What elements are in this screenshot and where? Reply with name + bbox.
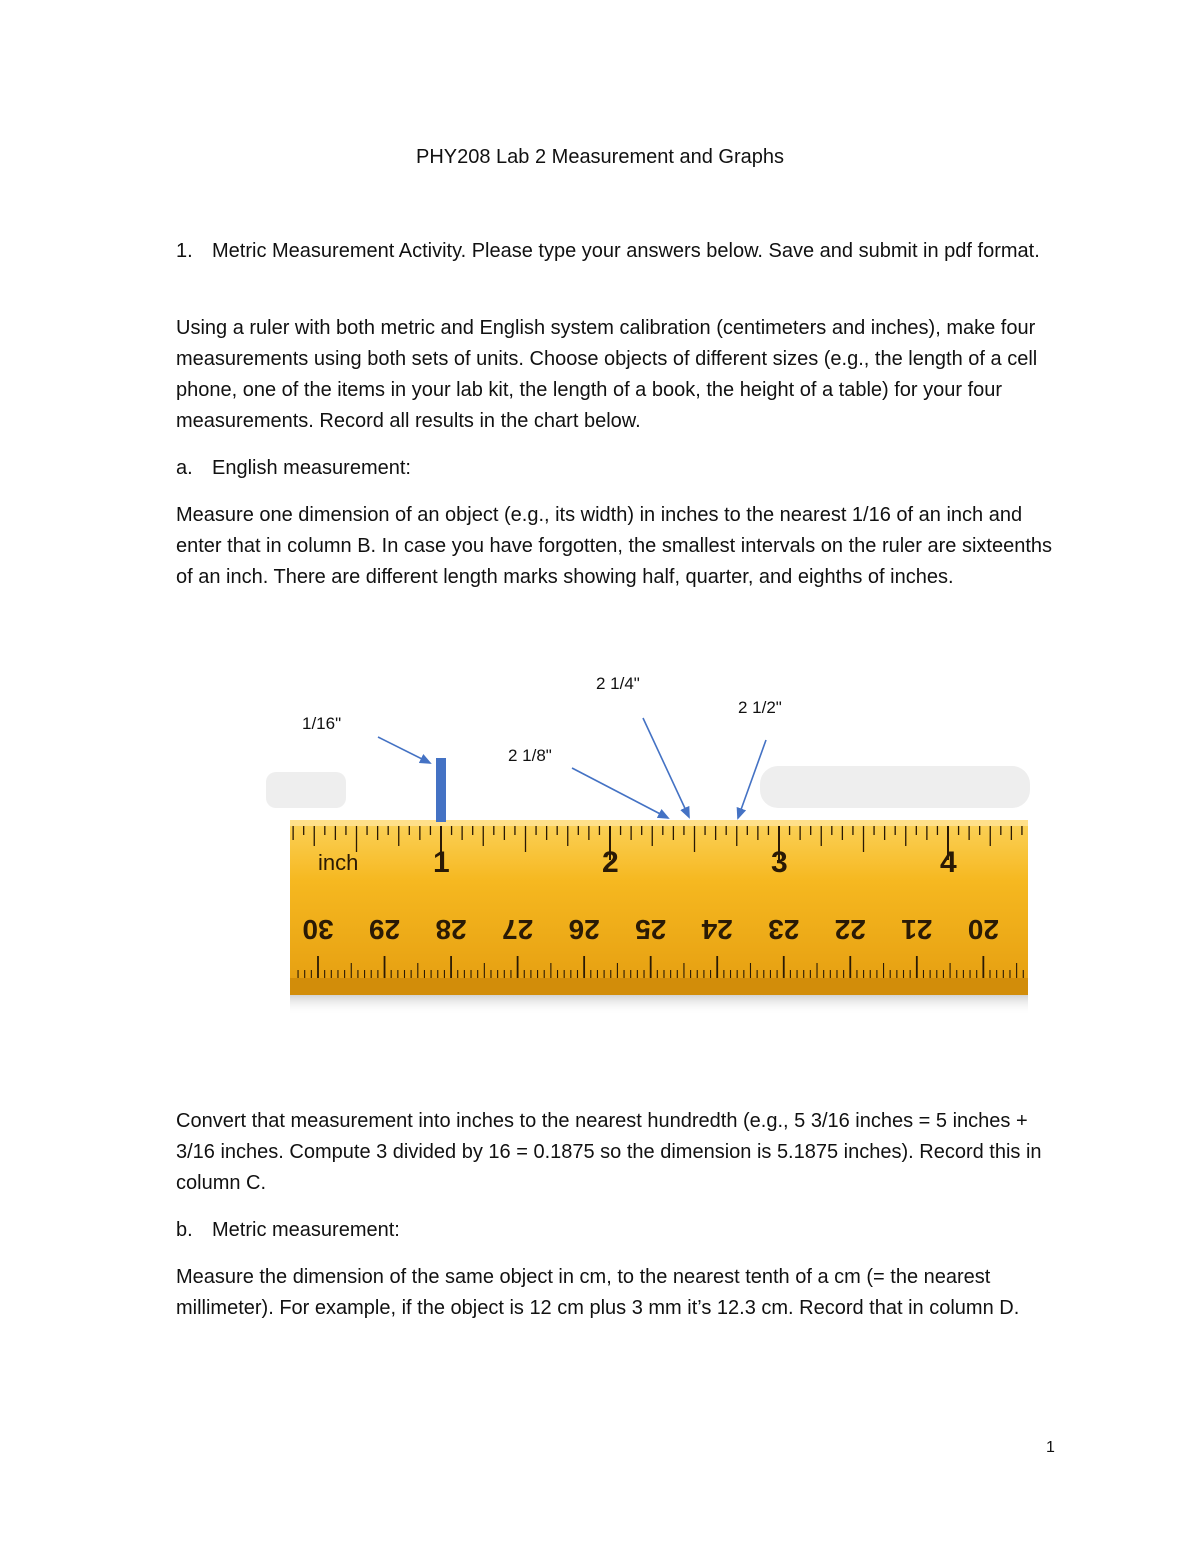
section-a-label: English measurement: [212, 457, 411, 479]
list-item-number: 1. [176, 240, 193, 262]
cm-number-label: 21 [901, 914, 933, 945]
page-number: 1 [1046, 1439, 1055, 1456]
sixteenth-highlight-bar [436, 758, 446, 822]
page-title: PHY208 Lab 2 Measurement and Graphs [416, 146, 784, 168]
ruler-bottom-edge [290, 978, 1028, 995]
intro-paragraph: Using a ruler with both metric and English system calibration (centimeters and inches), make four measurements using both sets of units. Choose objects of different sizes (e.g., the length of a cell phone, one of the items in your lab kit, the length of a book, the height of a table) for your four measurements. Record all results in the chart below. [176, 317, 1038, 432]
inch-number-label: 1 [433, 846, 450, 879]
ruler-figure [260, 660, 1040, 1020]
cm-number-label: 28 [435, 914, 467, 945]
section-b-letter: b. [176, 1219, 193, 1241]
ruler-unit-label: inch [318, 850, 359, 875]
cm-number-label: 20 [967, 914, 999, 945]
annotation-two-quarter: 2 1/4" [596, 674, 640, 693]
convert-paragraph: Convert that measurement into inches to the nearest hundredth (e.g., 5 3/16 inches = 5 inches + 3/16 inches. Compute 3 divided by 16 = 0.1875 so the dimension is 5.1875 inches). Record this in column C. [176, 1110, 1042, 1194]
section-b-label: Metric measurement: [212, 1219, 400, 1241]
inch-number-label: 3 [771, 846, 788, 879]
cm-number-label: 24 [701, 914, 733, 945]
arrow-two-quarter [643, 718, 689, 817]
annotation-two-half: 2 1/2" [738, 698, 782, 717]
cm-number-label: 29 [368, 914, 401, 945]
cm-number-label: 23 [768, 914, 800, 945]
english-measurement-paragraph: Measure one dimension of an object (e.g., its width) in inches to the nearest 1/16 of an inch and enter that in column B. In case you have forgotten, the smallest intervals on the ruler are sixteenths of an inch. There are different length marks showing half, quarter, and eighths of inches. [176, 504, 1053, 588]
ruler-top-edge [290, 820, 1028, 826]
cm-number-label: 22 [834, 914, 866, 945]
cm-number-label: 26 [568, 914, 600, 945]
watermark [266, 766, 1030, 808]
section-a-letter: a. [176, 457, 193, 479]
arrow-two-eighth [572, 768, 668, 818]
list-item-text: Metric Measurement Activity. Please type your answers below. Save and submit in pdf format. [212, 240, 1040, 262]
annotation-two-eighth: 2 1/8" [508, 746, 552, 765]
cm-number-label: 27 [502, 914, 534, 945]
inch-number-label: 2 [602, 846, 619, 879]
metric-measurement-paragraph: Measure the dimension of the same object in cm, to the nearest tenth of a cm (= the nearest millimeter). For example, if the object is 12 cm plus 3 mm it’s 12.3 cm. Record that in column D. [176, 1266, 1020, 1319]
cm-number-label: 30 [302, 914, 334, 945]
arrow-sixteenth [378, 737, 430, 763]
annotation-sixteenth: 1/16" [302, 714, 342, 733]
ruler-shadow [290, 995, 1028, 1015]
cm-number-label: 25 [635, 914, 667, 945]
ruler-image [260, 660, 1040, 1020]
inch-number-label: 4 [940, 846, 957, 879]
